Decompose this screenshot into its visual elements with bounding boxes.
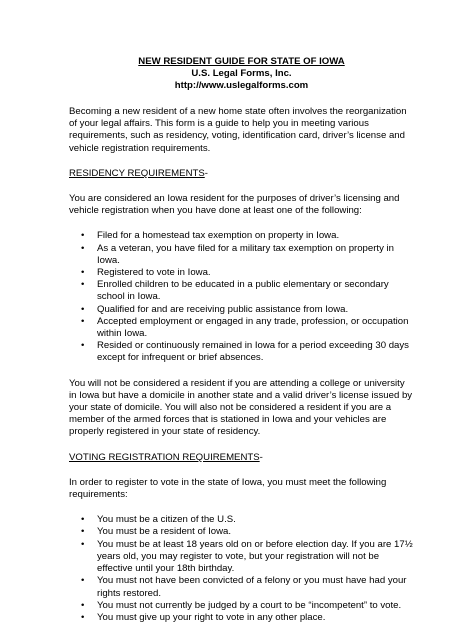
list-item	[69, 575, 414, 599]
residency-list	[69, 230, 414, 364]
list-item	[69, 304, 414, 316]
bullet-icon: •	[81, 230, 85, 242]
bullet-icon: •	[81, 526, 85, 538]
list-item-text: Resided or continuously remained in Iowa for a period exceeding 30 days except for infrequent or brief absences.	[97, 340, 409, 364]
bullet-icon: •	[81, 538, 85, 550]
bullet-icon: •	[81, 267, 85, 279]
voting-heading-text: VOTING REGISTRATION REQUIREMENTS	[69, 451, 260, 463]
bullet-icon: •	[81, 599, 85, 611]
list-item-text: You must be at least 18 years old on or before election day. If you are 17½ years old, you may register to vote, but your registration will not be effective until your 18th birthday.	[97, 538, 413, 575]
bullet-icon: •	[81, 315, 85, 327]
list-item	[69, 539, 414, 576]
list-item	[69, 340, 414, 364]
list-item	[69, 243, 414, 267]
voting-list	[69, 514, 414, 624]
company-name: U.S. Legal Forms, Inc.	[191, 68, 292, 79]
voting-heading	[69, 452, 414, 464]
list-item	[69, 514, 414, 526]
bullet-icon: •	[81, 279, 85, 291]
residency-note: You will not be considered a resident if you are attending a college or university in Iowa but have a domicile in another state and a valid driver’s license issued by your state of domicile. You will also not be considered a resident if you are a member of the armed forces that is stationed in Iowa and your vehicles are properly registered in your state of residency.	[69, 377, 413, 438]
list-item-text: Registered to vote in Iowa.	[97, 267, 211, 279]
bullet-icon: •	[81, 514, 85, 526]
residency-heading-text: RESIDENCY REQUIREMENTS	[69, 167, 205, 179]
bullet-icon: •	[81, 575, 85, 587]
bullet-icon: •	[81, 242, 85, 254]
list-item	[69, 600, 414, 612]
list-item-text: You must be a citizen of the U.S.	[97, 514, 236, 526]
list-item	[69, 316, 414, 340]
list-item	[69, 230, 414, 242]
company-url[interactable]: http://www.uslegalforms.com	[174, 80, 309, 91]
document-header	[69, 56, 414, 92]
list-item	[69, 267, 414, 279]
list-item-text: As a veteran, you have filed for a military tax exemption on property in Iowa.	[97, 242, 395, 266]
document-title: NEW RESIDENT GUIDE FOR STATE OF IOWA	[138, 56, 345, 67]
residency-lead: You are considered an Iowa resident for the purposes of driver’s licensing and vehicle registration when you have done at least one of the following:	[69, 193, 400, 217]
intro-paragraph: Becoming a new resident of a new home state often involves the reorganization of your legal affairs. This form is a guide to help you in meeting various requirements, such as residency, voting, identification card, driver’s license and vehicle registration requirements.	[69, 106, 407, 154]
list-item-text: You must not have been convicted of a felony or you must have had your rights restored.	[97, 575, 407, 599]
list-item-text: Filed for a homestead tax exemption on property in Iowa.	[97, 230, 340, 242]
bullet-icon: •	[81, 611, 85, 623]
residency-heading-suffix: -	[204, 167, 208, 179]
bullet-icon: •	[81, 340, 85, 352]
list-item-text: Qualified for and are receiving public assistance from Iowa.	[97, 303, 349, 315]
list-item	[69, 279, 414, 303]
list-item-text: Enrolled children to be educated in a public elementary or secondary school in Iowa.	[97, 279, 389, 303]
list-item-text: You must be a resident of Iowa.	[97, 526, 232, 538]
voting-heading-suffix: -	[259, 451, 263, 463]
bullet-icon: •	[81, 303, 85, 315]
residency-heading	[69, 168, 414, 180]
list-item	[69, 612, 414, 624]
list-item	[69, 526, 414, 538]
list-item-text: You must not currently be judged by a court to be “incompetent” to vote.	[97, 599, 402, 611]
list-item-text: You must give up your right to vote in any other place.	[97, 611, 326, 623]
list-item-text: Accepted employment or engaged in any trade, profession, or occupation within Iowa.	[97, 315, 409, 340]
voting-lead: In order to register to vote in the state of Iowa, you must meet the following requirements:	[69, 476, 387, 501]
